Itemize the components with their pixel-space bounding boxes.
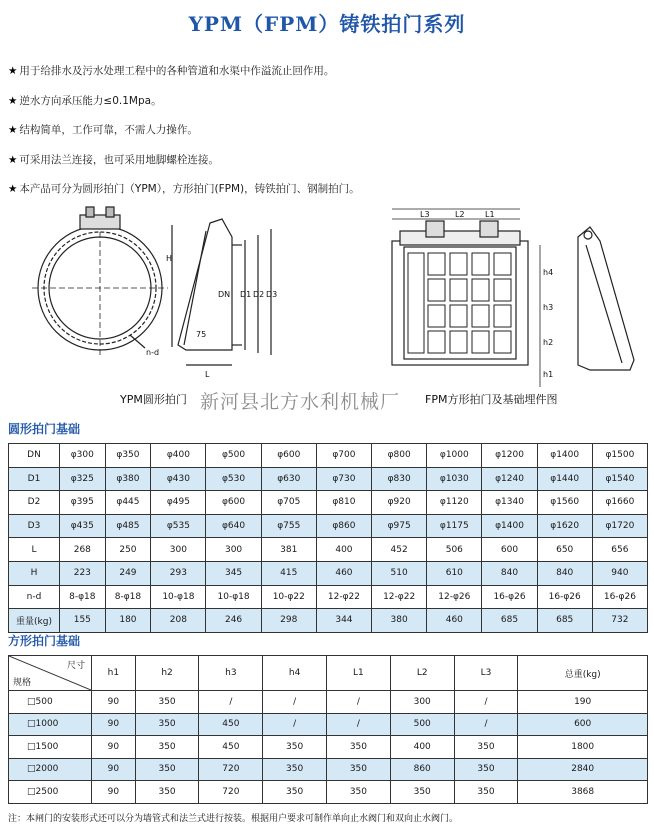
table-cell: 90 [92,736,136,759]
table-cell: 350 [135,758,199,781]
square-gate-front-drawing [392,209,540,387]
table-cell: 350 [390,781,454,804]
drawings-svg [0,205,654,390]
table-cell: 10-φ22 [261,585,316,609]
table-cell: φ1030 [427,467,482,491]
column-header: L1 [327,656,391,691]
row-label: □500 [9,691,92,714]
table-cell: 12-φ22 [372,585,427,609]
caption-round: YPM圆形拍门 [120,393,187,406]
table-cell: / [454,713,518,736]
table-cell: 16-φ26 [482,585,537,609]
row-label: □1000 [9,713,92,736]
table-cell: 350 [454,758,518,781]
table-row [9,736,648,759]
table-cell: φ435 [60,514,106,538]
table-cell: 249 [105,561,151,585]
row-label: D2 [9,491,60,515]
table-cell: 840 [537,561,592,585]
table-cell: / [454,691,518,714]
table-cell: 268 [60,538,106,562]
table-cell: φ400 [151,444,206,468]
row-label: DN [9,444,60,468]
table-cell: 246 [206,609,261,633]
table-cell: φ1400 [537,444,592,468]
table-cell: φ1175 [427,514,482,538]
table-cell: 223 [60,561,106,585]
table-cell: 600 [482,538,537,562]
table-cell: 190 [518,691,648,714]
table-cell: φ1720 [592,514,647,538]
table-cell: φ810 [316,491,371,515]
table-cell: 400 [316,538,371,562]
table-cell: 2840 [518,758,648,781]
table-cell: 720 [199,781,263,804]
table-cell: 350 [135,736,199,759]
table-cell: 656 [592,538,647,562]
caption-square: FPM方形拍门及基础埋件图 [425,393,558,406]
feature-item: ★ 本产品可分为圆形拍门（YPM），方形拍门(FPM)，铸铁拍门、钢制拍门。 [8,183,360,195]
table-cell: 732 [592,609,647,633]
table-cell: 460 [316,561,371,585]
dim-label: L3 [420,210,430,219]
watermark: 新河县北方水利机械厂 [200,391,401,413]
table-cell: φ830 [372,467,427,491]
dim-label: D1 [240,290,252,299]
table-cell: 300 [151,538,206,562]
table-cell: 90 [92,691,136,714]
table-row [9,491,648,515]
table-cell: φ380 [105,467,151,491]
row-label: H [9,561,60,585]
table-cell: φ600 [206,491,261,515]
table-cell: 344 [316,609,371,633]
table-cell: φ860 [316,514,371,538]
table-row [9,691,648,714]
table-cell: 350 [135,713,199,736]
table-cell: / [327,713,391,736]
table-cell: φ485 [105,514,151,538]
table-cell: 506 [427,538,482,562]
dim-label: L2 [455,210,465,219]
table-cell: φ730 [316,467,371,491]
table-cell: 350 [263,781,327,804]
table-cell: 350 [135,781,199,804]
table-cell: 452 [372,538,427,562]
corner-top-label: 尺寸 [66,661,85,671]
table-cell: 860 [390,758,454,781]
table-cell: 8-φ18 [60,585,106,609]
round-section-heading: 圆形拍门基础 [8,422,81,436]
table-header-row [9,656,648,691]
table-row [9,467,648,491]
table-cell: φ500 [206,444,261,468]
footnote: 注：本闸门的安装形式还可以分为墙管式和法兰式进行按装。根据用户要求可制作单向止水阀门和双向止水阀门。 [8,814,459,824]
table-cell: φ430 [151,467,206,491]
table-row [9,713,648,736]
table-cell: 350 [263,758,327,781]
table-cell: 293 [151,561,206,585]
table-cell: 90 [92,758,136,781]
table-cell: / [263,691,327,714]
table-cell: φ300 [60,444,106,468]
dim-label: h4 [543,268,554,277]
dim-label: L1 [485,210,495,219]
table-cell: 155 [60,609,106,633]
square-spec-table [8,655,648,804]
table-cell: φ1400 [482,514,537,538]
dim-label: 75 [196,330,207,339]
table-cell: 90 [92,781,136,804]
table-cell: 90 [92,713,136,736]
table-cell: 720 [199,758,263,781]
table-cell: 180 [105,609,151,633]
table-cell: 16-φ26 [537,585,592,609]
table-cell: φ1560 [537,491,592,515]
feature-item: ★ 结构简单，工作可靠，不需人力操作。 [8,124,198,136]
row-label: □2500 [9,781,92,804]
table-cell: φ700 [316,444,371,468]
table-cell: 350 [327,758,391,781]
table-cell: 3868 [518,781,648,804]
table-row [9,444,648,468]
row-label: L [9,538,60,562]
row-label: n-d [9,585,60,609]
round-spec-table [8,443,648,633]
dim-label: h1 [543,370,554,379]
column-header: h2 [135,656,199,691]
table-cell: 16-φ26 [592,585,647,609]
corner-bottom-label: 规格 [13,678,32,688]
dim-label: n-d [146,348,160,357]
table-cell: φ495 [151,491,206,515]
table-cell: φ1620 [537,514,592,538]
round-gate-front-drawing [32,207,168,355]
table-cell: 250 [105,538,151,562]
table-cell: 350 [263,736,327,759]
table-cell: 345 [206,561,261,585]
table-cell: 510 [372,561,427,585]
table-cell: 300 [206,538,261,562]
star-icon: ★ [8,94,18,107]
table-cell: 381 [261,538,316,562]
column-header: L3 [454,656,518,691]
table-cell: φ705 [261,491,316,515]
technical-drawings [0,205,654,410]
column-header: L2 [390,656,454,691]
table-cell: 10-φ18 [151,585,206,609]
table-cell: 500 [390,713,454,736]
table-cell: 685 [537,609,592,633]
table-cell: φ1500 [592,444,647,468]
column-header: h3 [199,656,263,691]
table-cell: φ445 [105,491,151,515]
table-cell: φ535 [151,514,206,538]
dim-label: h3 [543,303,554,312]
row-label: D3 [9,514,60,538]
table-cell: 350 [454,781,518,804]
table-row [9,781,648,804]
table-cell: φ975 [372,514,427,538]
page-title: YPM（FPM）铸铁拍门系列 [188,12,466,36]
table-cell: 350 [135,691,199,714]
star-icon: ★ [8,153,18,166]
table-cell: 450 [199,713,263,736]
table-cell: φ1240 [482,467,537,491]
table-cell: φ800 [372,444,427,468]
table-cell: / [327,691,391,714]
column-header: 总重(kg) [518,656,648,691]
table-cell: 840 [482,561,537,585]
dim-label: D3 [266,290,278,299]
table-cell: 10-φ18 [206,585,261,609]
table-cell: 460 [427,609,482,633]
feature-item: ★ 逆水方向承压能力≤0.1Mpa。 [8,94,162,107]
table-cell: 1800 [518,736,648,759]
table-cell: φ1540 [592,467,647,491]
table-cell: 300 [390,691,454,714]
dim-label: DN [218,290,231,299]
row-label: □1500 [9,736,92,759]
dim-label: L [205,370,210,379]
table-cell: φ395 [60,491,106,515]
feature-list [8,64,648,212]
table-cell: 610 [427,561,482,585]
table-row [9,609,648,633]
table-cell: φ1340 [482,491,537,515]
dim-label: h2 [543,338,554,347]
table-cell: 350 [327,736,391,759]
table-cell: φ530 [206,467,261,491]
table-cell: / [263,713,327,736]
table-cell: 940 [592,561,647,585]
table-row [9,585,648,609]
column-header: h4 [263,656,327,691]
table-row [9,514,648,538]
table-cell: 685 [482,609,537,633]
column-header: h1 [92,656,136,691]
table-cell: φ350 [105,444,151,468]
table-cell: φ640 [206,514,261,538]
star-icon: ★ [8,124,18,136]
table-cell: φ755 [261,514,316,538]
table-cell: 350 [454,736,518,759]
table-cell: φ325 [60,467,106,491]
row-label: 重量(kg) [9,609,60,633]
table-cell: φ1200 [482,444,537,468]
feature-item: ★ 用于给排水及污水处理工程中的各种管道和水渠中作溢流止回作用。 [8,65,335,77]
star-icon: ★ [8,183,18,195]
table-cell: 600 [518,713,648,736]
row-label: D1 [9,467,60,491]
table-cell: 450 [199,736,263,759]
table-row [9,538,648,562]
table-cell: 12-φ22 [316,585,371,609]
table-cell: φ920 [372,491,427,515]
table-cell: φ630 [261,467,316,491]
table-cell: φ1440 [537,467,592,491]
table-cell: 12-φ26 [427,585,482,609]
table-cell: φ600 [261,444,316,468]
table-cell: / [199,691,263,714]
table-cell: 208 [151,609,206,633]
feature-item: ★ 可采用法兰连接，也可采用地脚螺栓连接。 [8,153,219,166]
table-cell: φ1660 [592,491,647,515]
table-cell: 415 [261,561,316,585]
table-cell: φ1000 [427,444,482,468]
dim-label: D2 [253,290,265,299]
table-row [9,561,648,585]
corner-header [9,656,92,691]
square-section-heading: 方形拍门基础 [8,634,81,648]
table-cell: 650 [537,538,592,562]
star-icon: ★ [8,65,18,77]
table-cell: φ1120 [427,491,482,515]
dim-label: H [166,254,173,263]
table-cell: 298 [261,609,316,633]
row-label: □2000 [9,758,92,781]
table-cell: 380 [372,609,427,633]
table-row [9,758,648,781]
table-cell: 350 [327,781,391,804]
table-cell: 400 [390,736,454,759]
square-gate-side-drawing [578,227,634,370]
table-cell: 8-φ18 [105,585,151,609]
